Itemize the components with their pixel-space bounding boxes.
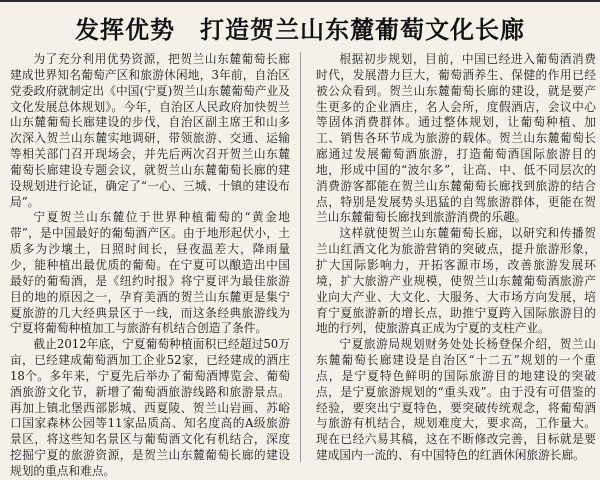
paragraph: 宁夏贺兰山东麓位于世界种植葡萄的“黄金地带”，是中国最好的葡萄酒产区。由于地形起伏小，土质多为沙壤土，日照时间长，昼夜温差大，降雨量少，能种植出最优质的葡萄。在宁夏可以酿造出中国最好的葡萄酒，是《纽约时报》将宁夏评为最佳旅游目的地的原因之一，孕育美酒的贺兰山东麓更是集宁夏旅游的几大经典景区于一线，而这条经典旅游线为宁夏将葡萄种植加工与旅游有机结合创造了条件。 [10,210,290,336]
paragraph: 宁夏旅游局规划财务处处长杨登保介绍，贺兰山东麓葡萄长廊建设是自治区“十二五”规划的一个重点，是宁夏特色鲜明的国际旅游目的地建设的突破点，是宁夏旅游规划的“重头戏”。由于没有可借鉴的经验，要突出宁夏特色，要突破传统观念，将葡萄酒与旅游有机结合，规划难度大，要求高，工作量大。现在已经六易其稿，这在不断修改完善，目标就是要建成国内一流的、有中国特色的红酒休闲旅游长廊。 [316,337,596,463]
paragraph: 这样就使贺兰山东麓葡萄长廊，以研究和传播贺兰山红酒文化为旅游营销的突破点，提升旅游形象，扩大国际影响力，开拓客源市场，改善旅游发展环境，扩大旅游产业规模，使贺兰山东麓葡萄酒旅游产业向大产业、大文化、大服务、大市场方向发展，培育宁夏旅游新的增长点，助推宁夏跨入国际旅游目的地的行列，使旅游真正成为宁夏的支柱产业。 [316,226,596,336]
left-column [10,52,290,480]
article-title: 发挥优势 打造贺兰山东麓葡萄文化长廊 [75,16,525,44]
column-divider [300,52,301,462]
paragraph: 为了充分利用优势资源，把贺兰山东麓葡萄长廊建成世界知名葡萄产区和旅游休闲地，3年前，自治区党委政府就制定出《中国(宁夏)贺兰山东麓葡萄产业及文化发展总体规划》。今年，自治区人民政府加快贺兰山东麓葡萄长廊建设的步伐，自治区副主席王和山多次深入贺兰山东麓实地调研，带领旅游、交通、运输等相关部门召开现场会，并先后两次召开贺兰山东麓葡萄长廊建设专题会议，就贺兰山东麓葡萄长廊的建设规划进行论证，确定了“一心、三城、十镇的建设布局”。 [10,52,290,209]
paragraph: 截止2012年底，宁夏葡萄种植面积已经超过50万亩，已经建成葡萄酒加工企业52家，已经建成的酒庄18个。多年来，宁夏先后举办了葡萄酒博览会、葡萄酒旅游文化节，新增了葡萄酒旅游线路和旅游景点。再加上镇北堡西部影城、西夏陵、贺兰山岩画、苏峪口国家森林公园等11家品质高、知名度高的A级旅游景区，将这些知名景区与葡萄酒文化有机结合，深度挖掘宁夏的旅游资源，是贺兰山东麓葡萄长廊的建设规划的重点和难点。 [10,337,290,478]
right-column [316,52,596,464]
paragraph: 根据初步规划，目前，中国已经进入葡萄酒消费时代，发展潜力巨大，葡萄酒养生、保健的作用已经被公众看到。贺兰山东麓葡萄长廊的建设，就是要产生更多的企业酒庄，名人会所，度假酒店，会议中心等固体消费群体。通过整体规划，让葡萄种植、加工、销售各环节成为旅游的载体。贺兰山东麓葡萄长廊通过发展葡萄酒旅游，打造葡萄酒国际旅游目的地，形成中国的“波尔多”，让高、中、低不同层次的消费游客都能在贺兰山东麓葡萄长廊找到旅游的结合点，特别是发展势头迅猛的自驾旅游群体，更能在贺兰山东麓葡萄长廊找到旅游消费的乐趣。 [316,52,596,225]
top-rule [0,0,600,2]
